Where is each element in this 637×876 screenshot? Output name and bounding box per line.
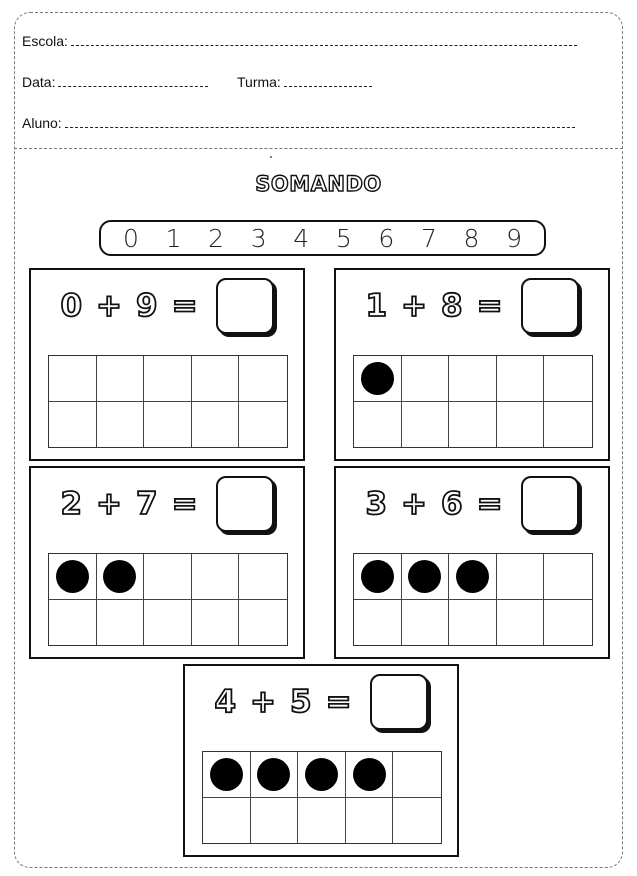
ten-frame-cell[interactable]: [449, 554, 497, 600]
ten-frame-cell[interactable]: [192, 600, 240, 646]
number-0: 0: [123, 223, 139, 253]
ten-frame-cell[interactable]: [354, 402, 402, 448]
escola-line[interactable]: [71, 45, 577, 46]
number-4: 4: [293, 223, 310, 253]
counter-dot: [257, 758, 290, 791]
data-line[interactable]: [58, 86, 208, 87]
addend-b: 8: [441, 287, 463, 324]
equals-sign: =: [171, 485, 198, 522]
answer-box[interactable]: [370, 674, 428, 730]
plus-sign: +: [96, 287, 122, 324]
addend-a: 1: [365, 287, 388, 324]
number-7: 7: [420, 223, 437, 253]
worksheet-title: SOMANDO: [255, 172, 382, 196]
aluno-line[interactable]: [65, 127, 575, 128]
ten-frame-cell[interactable]: [298, 798, 346, 844]
counter-dot: [353, 758, 386, 791]
ten-frame-cell[interactable]: [544, 554, 592, 600]
ten-frame-cell[interactable]: [497, 554, 545, 600]
ten-frame-cell[interactable]: [239, 554, 287, 600]
addend-a: 2: [60, 485, 83, 522]
ten-frame-cell[interactable]: [402, 402, 450, 448]
problem-card-2: [334, 268, 610, 461]
ten-frame-cell[interactable]: [346, 798, 394, 844]
equals-sign: =: [476, 485, 503, 522]
ten-frame-cell[interactable]: [239, 600, 287, 646]
aluno-field[interactable]: [22, 115, 575, 131]
ten-frame-cell[interactable]: [49, 356, 97, 402]
ten-frame-cell[interactable]: [393, 798, 441, 844]
ten-frame-cell[interactable]: [144, 402, 192, 448]
ten-frame-cell[interactable]: [402, 356, 450, 402]
ten-frame-cell[interactable]: [544, 600, 592, 646]
counter-dot: [408, 560, 441, 593]
ten-frame-cell[interactable]: [49, 554, 97, 600]
ten-frame-cell[interactable]: [497, 356, 545, 402]
ten-frame: [202, 751, 442, 844]
problem-card-5: [183, 664, 459, 857]
number-6: 6: [378, 223, 395, 253]
ten-frame-cell[interactable]: [239, 402, 287, 448]
ten-frame-cell[interactable]: [346, 752, 394, 798]
ten-frame: [353, 355, 593, 448]
ten-frame-cell[interactable]: [544, 356, 592, 402]
ten-frame-cell[interactable]: [449, 402, 497, 448]
addend-a: 4: [214, 683, 237, 720]
equation: [31, 476, 303, 532]
equation: [336, 278, 608, 334]
counter-dot: [305, 758, 338, 791]
equation: [31, 278, 303, 334]
ten-frame-cell[interactable]: [298, 752, 346, 798]
header-divider: [14, 148, 623, 149]
turma-field[interactable]: [237, 74, 372, 90]
ten-frame-cell[interactable]: [203, 752, 251, 798]
equation: [336, 476, 608, 532]
ten-frame-cell[interactable]: [192, 554, 240, 600]
answer-box[interactable]: [521, 476, 579, 532]
addend-b: 9: [136, 287, 158, 324]
ten-frame-cell[interactable]: [203, 798, 251, 844]
addend-a: 3: [365, 485, 388, 522]
number-line: [99, 220, 546, 256]
ten-frame-cell[interactable]: [49, 600, 97, 646]
ten-frame-cell[interactable]: [497, 402, 545, 448]
counter-dot: [56, 560, 89, 593]
ten-frame-cell[interactable]: [449, 600, 497, 646]
ten-frame-cell[interactable]: [144, 356, 192, 402]
data-field[interactable]: [22, 74, 208, 90]
answer-box[interactable]: [216, 476, 274, 532]
problem-card-1: [29, 268, 305, 461]
ten-frame-cell[interactable]: [97, 554, 145, 600]
equals-sign: =: [325, 683, 352, 720]
answer-box[interactable]: [216, 278, 274, 334]
counter-dot: [361, 560, 394, 593]
problem-card-4: [334, 466, 610, 659]
plus-sign: +: [401, 485, 427, 522]
ten-frame-cell[interactable]: [393, 752, 441, 798]
ten-frame: [48, 355, 288, 448]
addend-b: 6: [441, 485, 463, 522]
escola-label: Escola:: [22, 33, 68, 49]
equation: [185, 674, 457, 730]
ten-frame-cell[interactable]: [544, 402, 592, 448]
ten-frame-cell[interactable]: [449, 356, 497, 402]
answer-box[interactable]: [521, 278, 579, 334]
ten-frame-cell[interactable]: [354, 600, 402, 646]
turma-line[interactable]: [284, 86, 372, 87]
ten-frame-cell[interactable]: [354, 356, 402, 402]
number-5: 5: [335, 223, 352, 253]
number-2: 2: [208, 223, 225, 253]
addend-a: 0: [60, 287, 83, 324]
print-speck: [270, 156, 272, 158]
addend-b: 7: [136, 485, 158, 522]
number-8: 8: [463, 223, 480, 253]
ten-frame-cell[interactable]: [144, 600, 192, 646]
plus-sign: +: [401, 287, 427, 324]
ten-frame-cell[interactable]: [49, 402, 97, 448]
ten-frame-cell[interactable]: [497, 600, 545, 646]
number-1: 1: [165, 223, 182, 253]
ten-frame-cell[interactable]: [97, 600, 145, 646]
number-3: 3: [250, 223, 267, 253]
counter-dot: [361, 362, 394, 395]
ten-frame-cell[interactable]: [239, 356, 287, 402]
ten-frame-cell[interactable]: [251, 798, 299, 844]
equals-sign: =: [476, 287, 503, 324]
plus-sign: +: [250, 683, 276, 720]
problem-card-3: [29, 466, 305, 659]
ten-frame-cell[interactable]: [97, 402, 145, 448]
ten-frame-cell[interactable]: [192, 356, 240, 402]
equals-sign: =: [171, 287, 198, 324]
addend-b: 5: [290, 683, 312, 720]
number-9: 9: [506, 223, 522, 253]
ten-frame-cell[interactable]: [354, 554, 402, 600]
ten-frame-cell[interactable]: [402, 554, 450, 600]
ten-frame-cell[interactable]: [251, 752, 299, 798]
ten-frame: [48, 553, 288, 646]
escola-field[interactable]: [22, 33, 577, 49]
ten-frame-cell[interactable]: [144, 554, 192, 600]
ten-frame-cell[interactable]: [402, 600, 450, 646]
aluno-label: Aluno:: [22, 115, 62, 131]
turma-label: Turma:: [237, 74, 281, 90]
ten-frame: [353, 553, 593, 646]
counter-dot: [210, 758, 243, 791]
ten-frame-cell[interactable]: [97, 356, 145, 402]
counter-dot: [103, 560, 136, 593]
ten-frame-cell[interactable]: [192, 402, 240, 448]
data-label: Data:: [22, 74, 56, 90]
plus-sign: +: [96, 485, 122, 522]
counter-dot: [456, 560, 489, 593]
